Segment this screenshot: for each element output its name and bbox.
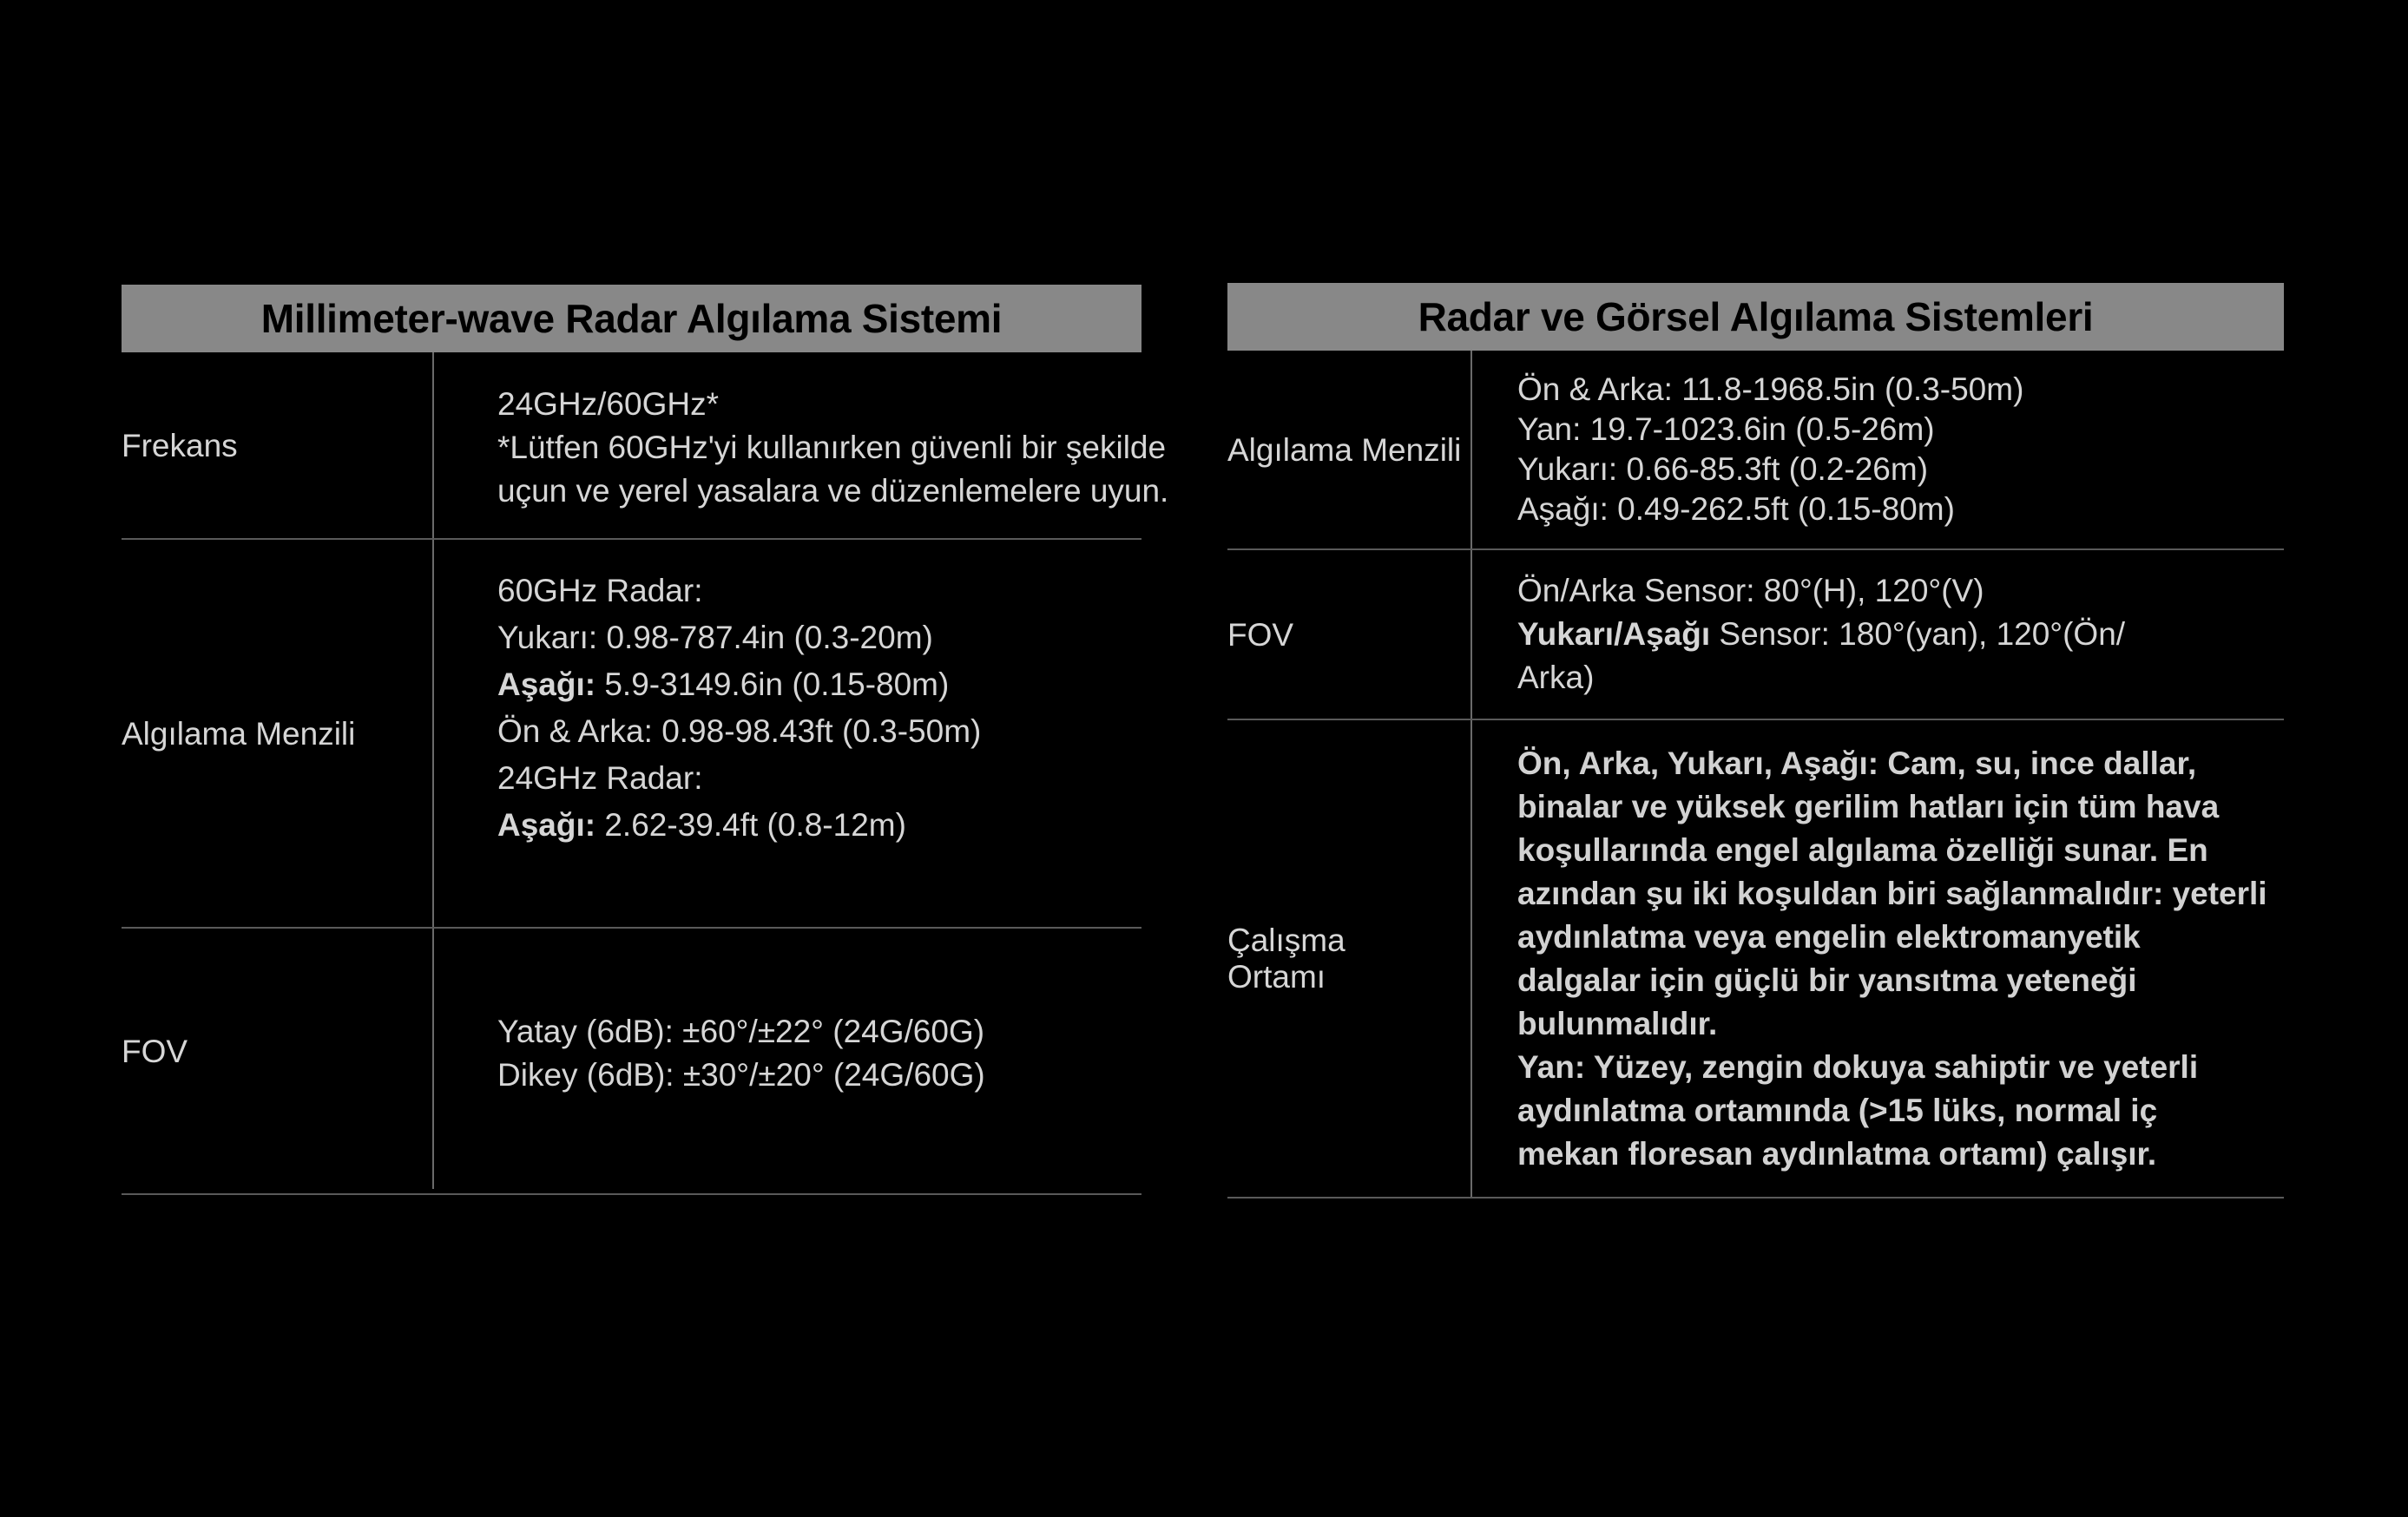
value-line: Aşağı: 2.62-39.4ft (0.8-12m) <box>497 807 906 843</box>
table-row-fov <box>122 929 1141 1195</box>
value-line: 24GHz/60GHz* <box>497 386 719 422</box>
table-row-algilama-menzili <box>1227 351 2284 550</box>
row-value <box>1472 720 2284 1197</box>
row-label: FOV <box>1227 550 1472 719</box>
value-line: Yukarı: 0.66-85.3ft (0.2-26m) <box>1517 451 1929 487</box>
value-line: 24GHz Radar: <box>497 760 703 796</box>
value-line: Arka) <box>1517 660 1595 695</box>
value-line: Yukarı: 0.98-787.4in (0.3-20m) <box>497 620 933 655</box>
value-line: koşullarında engel algılama özelliği sunar. En <box>1517 831 2208 868</box>
table-title: Radar ve Görsel Algılama Sistemleri <box>1227 283 2284 351</box>
value-line: dalgalar için güçlü bir yansıtma yeteneği <box>1517 962 2137 998</box>
radar-spec-table <box>122 285 1169 1195</box>
value-line: Dikey (6dB): ±30°/±20° (24G/60G) <box>497 1056 985 1093</box>
label-line: Ortamı <box>1227 958 1326 995</box>
value-line: Yan: 19.7-1023.6in (0.5-26m) <box>1517 411 1935 447</box>
row-value <box>1472 351 2284 548</box>
row-value <box>434 929 1141 1193</box>
row-label: Algılama Menzili <box>1227 351 1472 548</box>
value-line: bulunmalıdır. <box>1517 1005 1718 1041</box>
value-line: aydınlatma veya engelin elektromanyetik <box>1517 918 2141 955</box>
row-label <box>1227 720 1472 1197</box>
value-line: aydınlatma ortamında (>15 lüks, normal iç <box>1517 1092 2158 1128</box>
value-line: Ön, Arka, Yukarı, Aşağı: Cam, su, ince dallar, <box>1517 745 2197 781</box>
row-value <box>434 540 1141 927</box>
label-line: Çalışma <box>1227 922 1345 958</box>
row-label: Algılama Menzili <box>122 540 434 927</box>
row-value <box>434 352 1169 538</box>
row-label: Frekans <box>122 352 434 538</box>
table-row-fov <box>1227 550 2284 720</box>
row-label: FOV <box>122 929 434 1189</box>
table-title: Millimeter-wave Radar Algılama Sistemi <box>122 285 1141 352</box>
value-line: Aşağı: 5.9-3149.6in (0.15-80m) <box>497 667 950 702</box>
value-line: Yatay (6dB): ±60°/±22° (24G/60G) <box>497 1013 985 1049</box>
value-line: uçun ve yerel yasalara ve düzenlemelere uyun. <box>497 473 1169 509</box>
value-line: Yukarı/Aşağı Sensor: 180°(yan), 120°(Ön/ <box>1517 616 2126 652</box>
value-line: *Lütfen 60GHz'yi kullanırken güvenli bir şekilde <box>497 430 1167 465</box>
value-line: binalar ve yüksek gerilim hatları için tüm hava <box>1517 788 2220 824</box>
value-line: 60GHz Radar: <box>497 573 703 608</box>
row-value <box>1472 550 2284 719</box>
radar-vision-spec-table <box>1227 283 2284 1198</box>
table-row-calisma-ortami <box>1227 720 2284 1198</box>
value-line: Ön/Arka Sensor: 80°(H), 120°(V) <box>1517 573 1984 608</box>
value-line: azından şu iki koşuldan biri sağlanmalıdır: yeterli <box>1517 875 2267 911</box>
value-line: Ön & Arka: 11.8-1968.5in (0.3-50m) <box>1517 371 2024 407</box>
value-line: Yan: Yüzey, zengin dokuya sahiptir ve yeterli <box>1517 1048 2199 1085</box>
value-line: mekan floresan aydınlatma ortamı) çalışır. <box>1517 1135 2157 1172</box>
value-line: Ön & Arka: 0.98-98.43ft (0.3-50m) <box>497 713 982 749</box>
table-row-frekans <box>122 352 1169 540</box>
table-row-algilama-menzili <box>122 540 1141 929</box>
value-line: Aşağı: 0.49-262.5ft (0.15-80m) <box>1517 491 1955 527</box>
